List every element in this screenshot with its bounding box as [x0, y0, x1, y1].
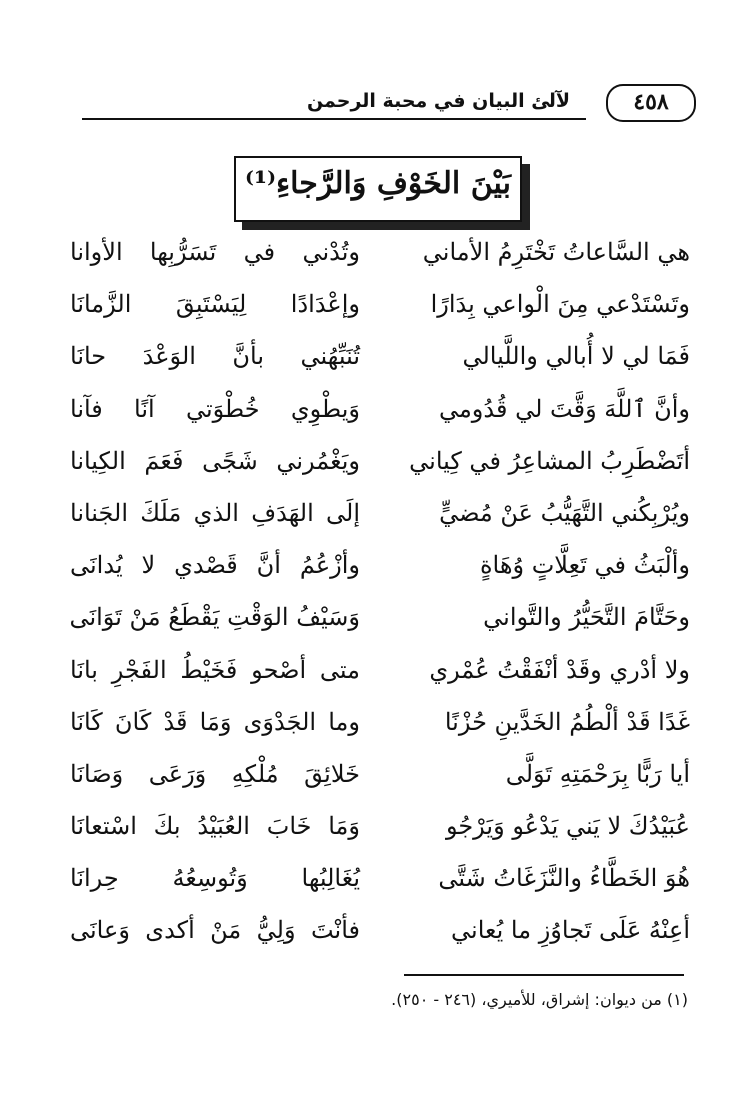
verse	[70, 702, 690, 754]
verse	[70, 232, 690, 284]
verse	[70, 493, 690, 545]
verse-second-hemistich: وَمَا خَابَ العُبَيْدُ بكَ اسْتعانَا	[70, 812, 360, 841]
poem-title: بَيْنَ الخَوْفِ وَالرَّجاءِ⁽¹⁾	[245, 166, 511, 201]
verse-second-hemistich: يُغَالِبُها وَتُوسِعُهُ حِرانَا	[70, 864, 360, 893]
verse-second-hemistich: إلَى الهَدَفِ الذي مَلَكَ الجَنانا	[70, 498, 360, 527]
verse-first-hemistich: وأنَّ ٱللَّهَ وَقَّتَ لي قُدُومي	[438, 394, 690, 423]
verse-second-hemistich: وإعْدَادًا لِيَسْتَبِقَ الزَّمانَا	[70, 290, 360, 319]
verse	[70, 389, 690, 441]
page-number: ٤٥٨	[606, 84, 696, 122]
verse-second-hemistich: وَيطْوِي خُطْوَتي آنًا فآنا	[70, 394, 360, 423]
verse-second-hemistich: وما الجَدْوَى وَمَا قَدْ كَانَ كَانَا	[70, 707, 360, 736]
verse-second-hemistich: وتُدْني في تَسَرُّبِها الأوانا	[70, 238, 360, 266]
verse	[70, 597, 690, 649]
verse-second-hemistich: خَلائِقَ مُلْكِهِ وَرَعَى وَصَانَا	[70, 759, 360, 788]
verse	[70, 858, 690, 910]
verse-first-hemistich: وحَتَّامَ التَّحَيُّرُ والتَّواني	[483, 603, 690, 632]
verse	[70, 284, 690, 336]
verse-second-hemistich: متى أصْحو فَخَيْطُ الفَجْرِ بانَا	[70, 655, 360, 684]
verse-first-hemistich: وألْبَثُ في تَعِلَّاتٍ وُهَاةٍ	[479, 551, 690, 580]
verse-second-hemistich: وأزْعُمُ أنَّ قَصْدي لا يُدانَى	[70, 551, 360, 580]
verse-second-hemistich: ويَغْمُرني شَجًى فَعَمَ الكِيانا	[70, 446, 360, 475]
verse-first-hemistich: ولا أدْري وقَدْ أنْفَقْتُ عُمْري	[429, 655, 690, 684]
verse	[70, 754, 690, 806]
verse-second-hemistich: تُنَبِّهُني بأنَّ الوَعْدَ حانَا	[70, 342, 360, 371]
book-title: لآلئ البيان في محبة الرحمن	[306, 90, 570, 112]
poem-body	[70, 232, 690, 963]
footnote-rule	[404, 974, 684, 976]
footnote: (١) من ديوان: إشراق، للأميري، (٢٤٦ - ٢٥٠).	[391, 990, 688, 1009]
verse-first-hemistich: هي السَّاعاتُ تَخْتَرِمُ الأماني	[422, 238, 690, 266]
verse	[70, 441, 690, 493]
verse-second-hemistich: فأنْتَ وَلِيُّ مَنْ أكدى وَعانَى	[70, 916, 360, 945]
verse-second-hemistich: وَسَيْفُ الوَقْتِ يَقْطَعُ مَنْ تَوَانَى	[69, 603, 360, 632]
verse-first-hemistich: أيا رَبًّا بِرَحْمَتِهِ تَوَلَّى	[505, 759, 690, 788]
verse-first-hemistich: أعِنْهُ عَلَى تَجاوُزِ ما يُعاني	[451, 916, 690, 945]
header-rule	[82, 118, 586, 120]
verse-first-hemistich: غَدًا قَدْ ألْطُمُ الخَدَّينِ حُزْنًا	[444, 707, 690, 736]
verse-first-hemistich: وتَسْتَدْعي مِنَ الْواعي بِدَارًا	[430, 290, 690, 319]
verse	[70, 336, 690, 388]
verse-first-hemistich: ويُرْبِكُني التَّهَيُّبُ عَنْ مُضيٍّ	[439, 498, 690, 527]
page-header	[82, 84, 696, 126]
verse-first-hemistich: هُوَ الخَطَّاءُ والنَّزَغَاتُ شَتَّى	[438, 864, 690, 893]
verse	[70, 806, 690, 858]
verse-first-hemistich: أتَضْطَرِبُ المشاعِرُ في كِياني	[409, 446, 690, 475]
verse-first-hemistich: فَمَا لي لا أُبالي واللَّيالي	[462, 342, 690, 371]
verse-first-hemistich: عُبَيْدُكَ لا يَني يَدْعُو وَيَرْجُو	[445, 812, 690, 841]
verse	[70, 545, 690, 597]
verse	[70, 910, 690, 962]
poem-title-box	[234, 156, 522, 222]
verse	[70, 650, 690, 702]
